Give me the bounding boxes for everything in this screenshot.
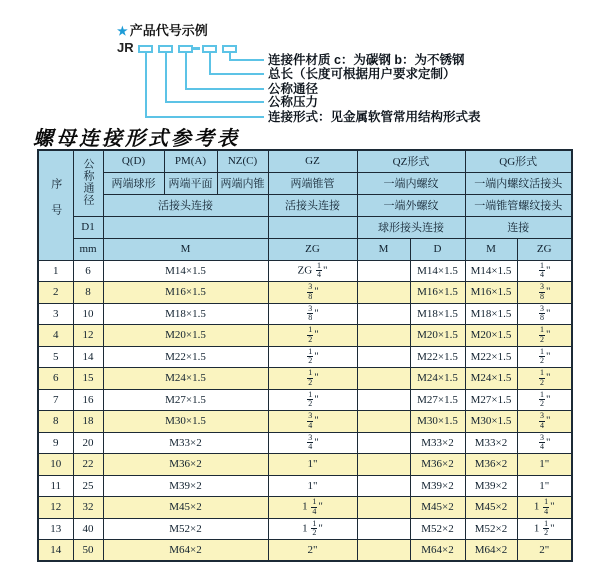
cell-qg-zg: $\frac{1}{2}$ "	[517, 325, 572, 347]
cell-qg-zg: $\frac{1}{2}$ "	[517, 389, 572, 411]
table-row	[38, 540, 572, 562]
cell-m: M24×1.5	[103, 368, 268, 390]
cell-qg-zg: $\frac{1}{2}$ "	[517, 368, 572, 390]
cell-qg-zg: 1"	[517, 454, 572, 476]
cell-seq: 9	[38, 432, 73, 454]
cell-gz: 1"	[268, 454, 357, 476]
cell-seq: 10	[38, 454, 73, 476]
header-desc-nzc: 两端内锥	[217, 172, 268, 194]
cell-qz-d: M27×1.5	[410, 389, 465, 411]
cell-m: M27×1.5	[103, 389, 268, 411]
cell-m: M64×2	[103, 540, 268, 562]
cell-qg-zg: $\frac{3}{4}$ "	[517, 432, 572, 454]
cell-qg-m: M33×2	[465, 432, 517, 454]
cell-qg-zg: 2"	[517, 540, 572, 562]
cell-qg-zg: 1 $\frac{1}{4}$ "	[517, 497, 572, 519]
cell-qz-m	[357, 518, 410, 540]
cell-qz-m	[357, 368, 410, 390]
table-body	[38, 260, 572, 561]
cell-dn: 18	[73, 411, 103, 433]
cell-gz: 1 $\frac{1}{4}$ "	[268, 497, 357, 519]
header-group-qd: Q(D)	[103, 150, 164, 172]
header-conn-union: 活接头连接	[103, 194, 268, 216]
cell-qz-m	[357, 346, 410, 368]
connector-line	[209, 53, 211, 75]
cell-qz-d: M24×1.5	[410, 368, 465, 390]
subheader-qz-d: D	[410, 238, 465, 260]
cell-qg-zg: 1"	[517, 475, 572, 497]
cell-qg-m: M24×1.5	[465, 368, 517, 390]
cell-dn: 15	[73, 368, 103, 390]
cell-m: M39×2	[103, 475, 268, 497]
code-dash	[193, 47, 200, 50]
header-desc-qg: 一端内螺纹活接头	[465, 172, 572, 194]
cell-gz: $\frac{1}{2}$ "	[268, 325, 357, 347]
star-icon: ★	[117, 24, 128, 38]
cell-seq: 12	[38, 497, 73, 519]
cell-qz-m	[357, 432, 410, 454]
cell-gz: $\frac{3}{4}$ "	[268, 411, 357, 433]
table-row	[38, 282, 572, 304]
code-prefix: JR	[117, 40, 134, 55]
subheader-qg-m: M	[465, 238, 517, 260]
cell-qz-m	[357, 303, 410, 325]
cell-dn: 14	[73, 346, 103, 368]
cell-gz: $\frac{3}{8}$ "	[268, 303, 357, 325]
cell-m: M45×2	[103, 497, 268, 519]
header-seq-label: 序号	[49, 177, 62, 230]
cell-qz-m	[357, 389, 410, 411]
code-label-material: 连接件材质 c：为碳钢 b：为不锈钢	[268, 53, 465, 67]
cell-gz: $\frac{3}{8}$ "	[268, 282, 357, 304]
header-ball-joint: 球形接头连接	[357, 216, 465, 238]
code-box	[222, 45, 237, 53]
connector-line	[209, 73, 264, 75]
code-label-pressure: 公称压力	[268, 95, 319, 109]
table-row	[38, 518, 572, 540]
diagram-heading	[117, 20, 208, 39]
cell-qz-d: M14×1.5	[410, 260, 465, 282]
cell-qz-m	[357, 260, 410, 282]
header-group-nzc: NZ(C)	[217, 150, 268, 172]
cell-gz: 2"	[268, 540, 357, 562]
cell-qz-d: M30×1.5	[410, 411, 465, 433]
cell-qg-zg: $\frac{3}{4}$ "	[517, 411, 572, 433]
code-label-diameter: 公称通径	[268, 82, 319, 96]
cell-m: M14×1.5	[103, 260, 268, 282]
code-box	[158, 45, 173, 53]
cell-seq: 8	[38, 411, 73, 433]
cell-qg-m: M45×2	[465, 497, 517, 519]
cell-seq: 11	[38, 475, 73, 497]
cell-qg-m: M39×2	[465, 475, 517, 497]
cell-qz-d: M18×1.5	[410, 303, 465, 325]
cell-m: M18×1.5	[103, 303, 268, 325]
header-desc-pma: 两端平面	[164, 172, 217, 194]
cell-dn: 50	[73, 540, 103, 562]
subheader-qz-m: M	[357, 238, 410, 260]
cell-qg-zg: $\frac{1}{2}$ "	[517, 346, 572, 368]
cell-qg-m: M30×1.5	[465, 411, 517, 433]
cell-qg-m: M27×1.5	[465, 389, 517, 411]
cell-qz-d: M64×2	[410, 540, 465, 562]
cell-seq: 5	[38, 346, 73, 368]
cell-qz-d: M22×1.5	[410, 346, 465, 368]
cell-qz-d: M39×2	[410, 475, 465, 497]
subheader-m: M	[103, 238, 268, 260]
table-header	[38, 150, 572, 260]
cell-dn: 25	[73, 475, 103, 497]
cell-m: M16×1.5	[103, 282, 268, 304]
table-row	[38, 260, 572, 282]
cell-qz-m	[357, 411, 410, 433]
header-d1: D1	[73, 216, 103, 238]
subheader-qg-zg: ZG	[517, 238, 572, 260]
cell-qz-m	[357, 497, 410, 519]
table-row	[38, 303, 572, 325]
cell-qz-d: M45×2	[410, 497, 465, 519]
table-row	[38, 325, 572, 347]
header-desc-qd: 两端球形	[103, 172, 164, 194]
header-conn-qz: 一端外螺纹	[357, 194, 465, 216]
cell-qg-zg: $\frac{1}{4}$ "	[517, 260, 572, 282]
cell-qz-d: M36×2	[410, 454, 465, 476]
cell-gz: $\frac{1}{2}$ "	[268, 389, 357, 411]
table-row	[38, 454, 572, 476]
cell-gz: 1 $\frac{1}{2}$ "	[268, 518, 357, 540]
cell-dn: 22	[73, 454, 103, 476]
cell-qg-m: M52×2	[465, 518, 517, 540]
header-blank-gz	[268, 216, 357, 238]
header-group-pma: PM(A)	[164, 150, 217, 172]
table-row	[38, 497, 572, 519]
cell-seq: 14	[38, 540, 73, 562]
cell-gz: $\frac{3}{4}$ "	[268, 432, 357, 454]
cell-m: M20×1.5	[103, 325, 268, 347]
cell-qg-zg: 1 $\frac{1}{2}$ "	[517, 518, 572, 540]
cell-qg-m: M20×1.5	[465, 325, 517, 347]
cell-gz: $\frac{1}{2}$ "	[268, 368, 357, 390]
cell-seq: 3	[38, 303, 73, 325]
cell-qz-m	[357, 282, 410, 304]
connector-line	[145, 116, 264, 118]
code-label-length: 总长（长度可根据用户要求定制）	[268, 67, 456, 81]
cell-m: M22×1.5	[103, 346, 268, 368]
cell-qg-zg: $\frac{3}{8}$ "	[517, 282, 572, 304]
cell-dn: 12	[73, 325, 103, 347]
code-box	[138, 45, 153, 53]
cell-dn: 8	[73, 282, 103, 304]
cell-qg-m: M64×2	[465, 540, 517, 562]
cell-dn: 10	[73, 303, 103, 325]
table-row	[38, 432, 572, 454]
cell-qg-m: M14×1.5	[465, 260, 517, 282]
table-row	[38, 475, 572, 497]
nut-connection-table	[37, 149, 573, 562]
cell-seq: 4	[38, 325, 73, 347]
cell-qz-d: M20×1.5	[410, 325, 465, 347]
product-code-diagram	[0, 0, 600, 125]
cell-m: M52×2	[103, 518, 268, 540]
cell-seq: 6	[38, 368, 73, 390]
cell-m: M30×1.5	[103, 411, 268, 433]
header-conn-qg: 一端锥管螺纹接头	[465, 194, 572, 216]
cell-qz-d: M33×2	[410, 432, 465, 454]
cell-m: M33×2	[103, 432, 268, 454]
header-blank-m	[103, 216, 268, 238]
cell-qg-zg: $\frac{3}{8}$ "	[517, 303, 572, 325]
connector-line	[165, 53, 167, 103]
header-mm: mm	[73, 238, 103, 260]
connector-line	[185, 88, 264, 90]
diagram-heading-text: 产品代号示例	[129, 23, 208, 38]
cell-qz-d: M16×1.5	[410, 282, 465, 304]
header-group-gz: GZ	[268, 150, 357, 172]
cell-m: M36×2	[103, 454, 268, 476]
cell-dn: 16	[73, 389, 103, 411]
connector-line	[145, 53, 147, 118]
cell-seq: 13	[38, 518, 73, 540]
cell-seq: 7	[38, 389, 73, 411]
subheader-zg: ZG	[268, 238, 357, 260]
cell-dn: 6	[73, 260, 103, 282]
cell-gz: ZG $\frac{1}{4}$ "	[268, 260, 357, 282]
header-group-qz: QZ形式	[357, 150, 465, 172]
code-box	[178, 45, 193, 53]
connector-line	[229, 59, 264, 61]
cell-qz-m	[357, 540, 410, 562]
table-row	[38, 389, 572, 411]
header-conn-gz: 活接头连接	[268, 194, 357, 216]
header-seq	[38, 150, 73, 260]
code-box	[202, 45, 217, 53]
cell-qg-m: M18×1.5	[465, 303, 517, 325]
header-group-qg: QG形式	[465, 150, 572, 172]
cell-qz-m	[357, 325, 410, 347]
code-label-connection: 连接形式：见金属软管常用结构形式表	[268, 110, 481, 124]
header-dn-label: 公称通径	[82, 157, 95, 206]
cell-seq: 2	[38, 282, 73, 304]
cell-qz-m	[357, 454, 410, 476]
cell-gz: $\frac{1}{2}$ "	[268, 346, 357, 368]
cell-gz: 1"	[268, 475, 357, 497]
header-desc-qz: 一端内螺纹	[357, 172, 465, 194]
cell-qg-m: M16×1.5	[465, 282, 517, 304]
cell-dn: 40	[73, 518, 103, 540]
cell-qg-m: M22×1.5	[465, 346, 517, 368]
cell-dn: 20	[73, 432, 103, 454]
connector-line	[185, 53, 187, 90]
header-connect: 连接	[465, 216, 572, 238]
connector-line	[165, 101, 264, 103]
cell-qg-m: M36×2	[465, 454, 517, 476]
table-row	[38, 368, 572, 390]
header-dn	[73, 150, 103, 216]
cell-qz-m	[357, 475, 410, 497]
table-row	[38, 411, 572, 433]
cell-dn: 32	[73, 497, 103, 519]
table-row	[38, 346, 572, 368]
table-title: 螺母连接形式参考表	[33, 126, 240, 150]
cell-seq: 1	[38, 260, 73, 282]
header-desc-gz: 两端锥管	[268, 172, 357, 194]
cell-qz-d: M52×2	[410, 518, 465, 540]
